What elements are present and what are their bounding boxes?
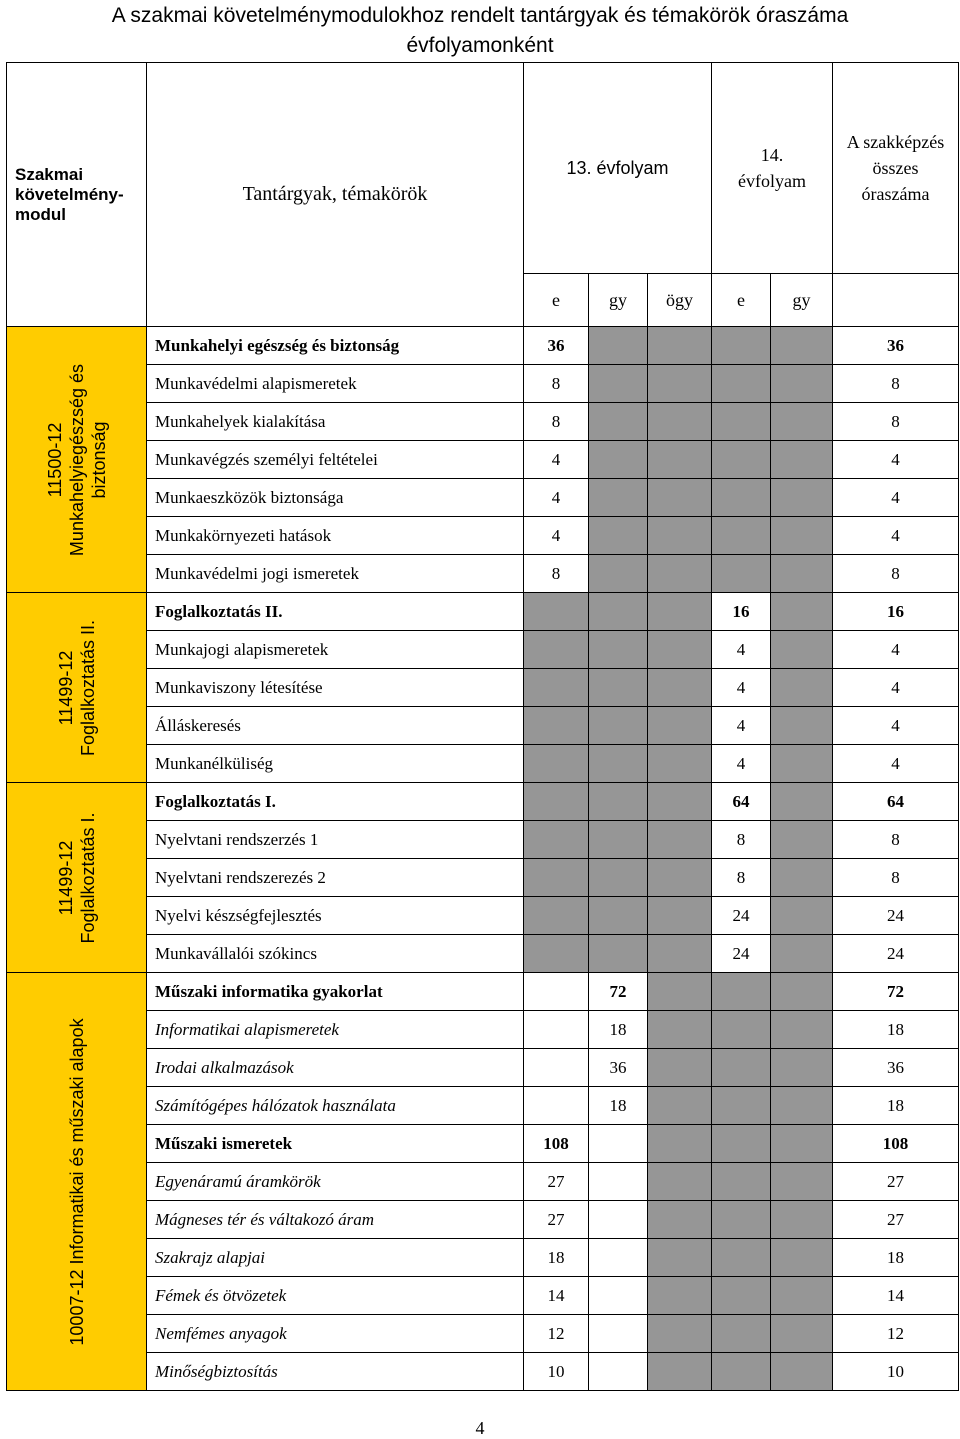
- hours-total: 4: [833, 517, 959, 555]
- hours-ogy: [648, 365, 712, 403]
- hours-gy13: [589, 441, 648, 479]
- hours-ogy: [648, 935, 712, 973]
- hours-e13: 27: [524, 1201, 589, 1239]
- hours-gy13: [589, 821, 648, 859]
- hours-e13: 14: [524, 1277, 589, 1315]
- hours-gy14: [771, 1277, 833, 1315]
- subject-name: Munkavédelmi alapismeretek: [147, 365, 524, 403]
- hours-gy14: [771, 441, 833, 479]
- subject-name: Műszaki informatika gyakorlat: [147, 973, 524, 1011]
- hours-e14: 8: [712, 821, 771, 859]
- hours-gy13: 72: [589, 973, 648, 1011]
- hours-e14: [712, 1277, 771, 1315]
- subject-name: Mágneses tér és váltakozó áram: [147, 1201, 524, 1239]
- hours-gy13: [589, 1201, 648, 1239]
- hours-e14: [712, 555, 771, 593]
- subject-name: Egyenáramú áramkörök: [147, 1163, 524, 1201]
- hours-e13: [524, 745, 589, 783]
- hours-e14: [712, 365, 771, 403]
- hours-gy13: [589, 859, 648, 897]
- hours-e14: [712, 1353, 771, 1391]
- hours-gy14: [771, 1125, 833, 1163]
- hours-ogy: [648, 1201, 712, 1239]
- hours-ogy: [648, 859, 712, 897]
- hours-e14: [712, 973, 771, 1011]
- hours-gy14: [771, 555, 833, 593]
- hours-gy13: 18: [589, 1011, 648, 1049]
- hours-gy14: [771, 479, 833, 517]
- hours-e14: 16: [712, 593, 771, 631]
- hours-ogy: [648, 897, 712, 935]
- hours-e13: [524, 631, 589, 669]
- hours-e14: [712, 1315, 771, 1353]
- hours-ogy: [648, 479, 712, 517]
- hours-e14: 4: [712, 669, 771, 707]
- hours-gy13: [589, 1163, 648, 1201]
- hours-ogy: [648, 593, 712, 631]
- hours-e14: [712, 1239, 771, 1277]
- hours-e13: [524, 973, 589, 1011]
- sub-header-e-13: e: [524, 274, 589, 327]
- hours-gy14: [771, 1087, 833, 1125]
- hours-e14: 4: [712, 631, 771, 669]
- hours-e13: [524, 1049, 589, 1087]
- table-row: [7, 365, 959, 403]
- hours-ogy: [648, 1277, 712, 1315]
- hours-ogy: [648, 821, 712, 859]
- hours-ogy: [648, 1049, 712, 1087]
- hours-e13: [524, 707, 589, 745]
- hours-gy13: [589, 327, 648, 365]
- subject-name: Fémek és ötvözetek: [147, 1277, 524, 1315]
- hours-e13: 4: [524, 479, 589, 517]
- hours-e13: [524, 783, 589, 821]
- title-line-2: évfolyamonként: [406, 34, 554, 57]
- hours-ogy: [648, 631, 712, 669]
- hours-gy14: [771, 707, 833, 745]
- hours-total: 27: [833, 1201, 959, 1239]
- table-row: [7, 897, 959, 935]
- hours-gy14: [771, 821, 833, 859]
- hours-e14: [712, 441, 771, 479]
- hours-gy14: [771, 365, 833, 403]
- module-cell: [7, 593, 147, 783]
- hours-e13: 27: [524, 1163, 589, 1201]
- hours-table: [6, 62, 959, 1391]
- hours-gy14: [771, 327, 833, 365]
- header-year-13: 13. évfolyam: [524, 63, 712, 274]
- subject-name: Nyelvi készségfejlesztés: [147, 897, 524, 935]
- table-row: [7, 1125, 959, 1163]
- hours-e13: [524, 593, 589, 631]
- title-line-1: A szakmai követelménymodulokhoz rendelt tantárgyak és témakörök óraszáma: [111, 4, 849, 27]
- hours-e13: 8: [524, 403, 589, 441]
- table-row: [7, 517, 959, 555]
- hours-ogy: [648, 973, 712, 1011]
- hours-total: 4: [833, 669, 959, 707]
- header-module: Szakmai követelmény-modul: [7, 63, 147, 327]
- hours-ogy: [648, 1163, 712, 1201]
- hours-ogy: [648, 1353, 712, 1391]
- hours-gy13: [589, 935, 648, 973]
- subject-name: Álláskeresés: [147, 707, 524, 745]
- subject-name: Szakrajz alapjai: [147, 1239, 524, 1277]
- hours-ogy: [648, 517, 712, 555]
- hours-gy14: [771, 935, 833, 973]
- hours-gy13: [589, 1125, 648, 1163]
- hours-gy13: [589, 669, 648, 707]
- hours-total: 12: [833, 1315, 959, 1353]
- subject-name: Munkahelyi egészség és biztonság: [147, 327, 524, 365]
- hours-gy14: [771, 973, 833, 1011]
- hours-total: 36: [833, 1049, 959, 1087]
- hours-e14: 24: [712, 897, 771, 935]
- hours-e14: 8: [712, 859, 771, 897]
- hours-total: 64: [833, 783, 959, 821]
- hours-e13: [524, 669, 589, 707]
- subject-name: Nyelvtani rendszerezés 2: [147, 859, 524, 897]
- hours-e13: 36: [524, 327, 589, 365]
- hours-e14: [712, 517, 771, 555]
- table-row: [7, 745, 959, 783]
- hours-total: 72: [833, 973, 959, 1011]
- hours-gy14: [771, 1353, 833, 1391]
- subject-name: Informatikai alapismeretek: [147, 1011, 524, 1049]
- hours-gy13: [589, 1315, 648, 1353]
- hours-total: 4: [833, 441, 959, 479]
- hours-ogy: [648, 1315, 712, 1353]
- hours-e13: 18: [524, 1239, 589, 1277]
- subject-name: Foglalkoztatás I.: [147, 783, 524, 821]
- subject-name: Munkaviszony létesítése: [147, 669, 524, 707]
- subject-name: Számítógépes hálózatok használata: [147, 1087, 524, 1125]
- hours-total: 4: [833, 631, 959, 669]
- table-row: [7, 1315, 959, 1353]
- hours-total: 4: [833, 479, 959, 517]
- table-row: [7, 1087, 959, 1125]
- hours-gy13: 36: [589, 1049, 648, 1087]
- table-row: [7, 1163, 959, 1201]
- hours-e14: 4: [712, 745, 771, 783]
- hours-gy14: [771, 403, 833, 441]
- hours-gy13: [589, 1277, 648, 1315]
- subject-name: Minőségbiztosítás: [147, 1353, 524, 1391]
- subject-name: Nemfémes anyagok: [147, 1315, 524, 1353]
- hours-gy14: [771, 593, 833, 631]
- table-row: [7, 631, 959, 669]
- hours-ogy: [648, 1087, 712, 1125]
- hours-e13: [524, 859, 589, 897]
- hours-e14: [712, 1011, 771, 1049]
- hours-gy13: [589, 631, 648, 669]
- hours-e13: [524, 821, 589, 859]
- table-row: [7, 1201, 959, 1239]
- hours-total: 24: [833, 935, 959, 973]
- hours-total: 27: [833, 1163, 959, 1201]
- hours-e13: 12: [524, 1315, 589, 1353]
- table-row: [7, 1277, 959, 1315]
- hours-ogy: [648, 669, 712, 707]
- hours-e13: 4: [524, 517, 589, 555]
- module-label: 11500-12 Munkahelyiegészség és biztonság: [44, 363, 109, 556]
- module-label: 11499-12 Foglalkoztatás I.: [55, 811, 98, 944]
- hours-e13: [524, 897, 589, 935]
- hours-e14: 24: [712, 935, 771, 973]
- subject-name: Munkavégzés személyi feltételei: [147, 441, 524, 479]
- subject-name: Munkajogi alapismeretek: [147, 631, 524, 669]
- table-row: [7, 441, 959, 479]
- hours-total: 8: [833, 821, 959, 859]
- hours-gy14: [771, 1049, 833, 1087]
- table-row: [7, 403, 959, 441]
- hours-ogy: [648, 1239, 712, 1277]
- hours-gy13: [589, 707, 648, 745]
- hours-e13: 8: [524, 555, 589, 593]
- hours-gy14: [771, 897, 833, 935]
- table-row: [7, 821, 959, 859]
- hours-total: 4: [833, 745, 959, 783]
- table-row: [7, 859, 959, 897]
- hours-gy14: [771, 1201, 833, 1239]
- hours-e14: 64: [712, 783, 771, 821]
- hours-gy14: [771, 859, 833, 897]
- hours-gy13: [589, 593, 648, 631]
- table-body: [7, 327, 959, 1391]
- module-cell: [7, 327, 147, 593]
- table-row: [7, 707, 959, 745]
- hours-ogy: [648, 1125, 712, 1163]
- hours-ogy: [648, 327, 712, 365]
- table-row: [7, 1353, 959, 1391]
- hours-gy13: [589, 403, 648, 441]
- hours-e14: 4: [712, 707, 771, 745]
- hours-total: 8: [833, 365, 959, 403]
- hours-e14: [712, 1125, 771, 1163]
- hours-total: 8: [833, 859, 959, 897]
- module-cell: [7, 973, 147, 1391]
- subject-name: Munkaeszközök biztonsága: [147, 479, 524, 517]
- header-total: A szakképzés összes óraszáma: [833, 63, 959, 274]
- hours-gy14: [771, 1163, 833, 1201]
- page-title: [0, 0, 960, 61]
- hours-total: 8: [833, 403, 959, 441]
- subject-name: Nyelvtani rendszerzés 1: [147, 821, 524, 859]
- subject-name: Foglalkoztatás II.: [147, 593, 524, 631]
- sub-header-gy-13: gy: [589, 274, 648, 327]
- hours-ogy: [648, 441, 712, 479]
- subject-name: Munkahelyek kialakítása: [147, 403, 524, 441]
- hours-gy13: 18: [589, 1087, 648, 1125]
- hours-total: 16: [833, 593, 959, 631]
- sub-header-gy-14: gy: [771, 274, 833, 327]
- sub-header-ogy: ögy: [648, 274, 712, 327]
- header-year-14: 14. évfolyam: [712, 63, 833, 274]
- hours-e14: [712, 479, 771, 517]
- hours-gy13: [589, 1353, 648, 1391]
- hours-gy13: [589, 745, 648, 783]
- hours-e14: [712, 1201, 771, 1239]
- subject-name: Műszaki ismeretek: [147, 1125, 524, 1163]
- table-row: [7, 1011, 959, 1049]
- hours-total: 14: [833, 1277, 959, 1315]
- table-row: [7, 783, 959, 821]
- hours-e14: [712, 1087, 771, 1125]
- hours-total: 24: [833, 897, 959, 935]
- hours-gy13: [589, 365, 648, 403]
- hours-gy14: [771, 1011, 833, 1049]
- table-row: [7, 479, 959, 517]
- hours-total: 10: [833, 1353, 959, 1391]
- hours-gy13: [589, 783, 648, 821]
- module-label: 10007-12 Informatikai és műszaki alapok: [66, 1017, 87, 1346]
- hours-e14: [712, 1163, 771, 1201]
- hours-total: 8: [833, 555, 959, 593]
- subject-name: Irodai alkalmazások: [147, 1049, 524, 1087]
- hours-gy13: [589, 517, 648, 555]
- sub-header-total: [833, 274, 959, 327]
- hours-e13: 108: [524, 1125, 589, 1163]
- table-row: [7, 1049, 959, 1087]
- hours-gy13: [589, 479, 648, 517]
- subject-name: Munkavédelmi jogi ismeretek: [147, 555, 524, 593]
- hours-e13: [524, 935, 589, 973]
- module-cell: [7, 783, 147, 973]
- hours-total: 18: [833, 1239, 959, 1277]
- hours-ogy: [648, 783, 712, 821]
- page-number: 4: [475, 1418, 485, 1438]
- hours-gy14: [771, 631, 833, 669]
- header-subjects: Tantárgyak, témakörök: [147, 63, 524, 327]
- subject-name: Munkakörnyezeti hatások: [147, 517, 524, 555]
- hours-e14: [712, 1049, 771, 1087]
- hours-gy13: [589, 1239, 648, 1277]
- hours-e13: 8: [524, 365, 589, 403]
- hours-total: 4: [833, 707, 959, 745]
- hours-total: 36: [833, 327, 959, 365]
- hours-ogy: [648, 1011, 712, 1049]
- hours-e13: 4: [524, 441, 589, 479]
- hours-gy13: [589, 897, 648, 935]
- hours-gy13: [589, 555, 648, 593]
- hours-gy14: [771, 745, 833, 783]
- table-row: [7, 935, 959, 973]
- table-row: [7, 1239, 959, 1277]
- hours-e13: 10: [524, 1353, 589, 1391]
- hours-gy14: [771, 669, 833, 707]
- table-row: [7, 593, 959, 631]
- hours-ogy: [648, 707, 712, 745]
- table-row: [7, 973, 959, 1011]
- hours-gy14: [771, 783, 833, 821]
- hours-total: 18: [833, 1087, 959, 1125]
- table-row: [7, 555, 959, 593]
- hours-e14: [712, 327, 771, 365]
- hours-gy14: [771, 517, 833, 555]
- table-row: [7, 669, 959, 707]
- hours-e13: [524, 1087, 589, 1125]
- subject-name: Munkavállalói szókincs: [147, 935, 524, 973]
- hours-ogy: [648, 403, 712, 441]
- sub-header-e-14: e: [712, 274, 771, 327]
- hours-gy14: [771, 1315, 833, 1353]
- hours-gy14: [771, 1239, 833, 1277]
- module-label: 11499-12 Foglalkoztatás II.: [55, 619, 98, 756]
- hours-e14: [712, 403, 771, 441]
- hours-ogy: [648, 745, 712, 783]
- table-row: [7, 327, 959, 365]
- hours-ogy: [648, 555, 712, 593]
- hours-total: 108: [833, 1125, 959, 1163]
- subject-name: Munkanélküliség: [147, 745, 524, 783]
- hours-e13: [524, 1011, 589, 1049]
- hours-total: 18: [833, 1011, 959, 1049]
